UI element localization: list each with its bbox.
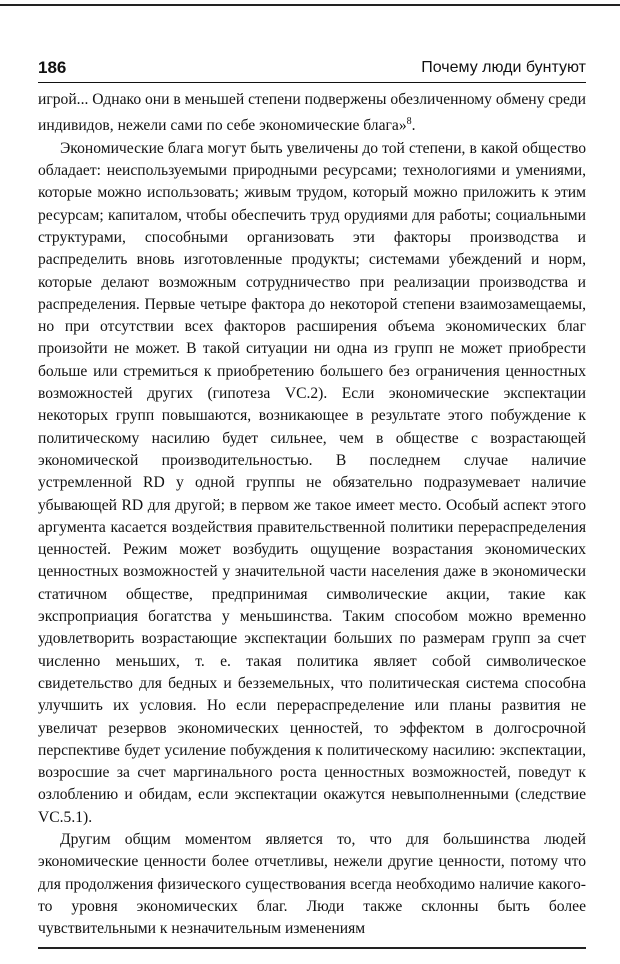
paragraph: Другим общим моментом является то, что для большинства людей экономические ценности более отчетливы, нежели другие ценности, потому что для продолжения физического существования всегда необходимо наличие какого-то уровня экономических благ. Люди также склонны быть более чувствительными к незначительным изменениям [38, 830, 586, 938]
bottom-border-line [38, 947, 586, 949]
footnote-reference[interactable]: 8 [406, 116, 412, 128]
paragraph [38, 89, 586, 138]
running-title: Почему люди бунтуют [421, 59, 586, 76]
paragraph-text: игрой... Однако они в меньшей степени подвержены обезличенному обмену среди индивидов, нежели сами по себе экономические блага» [38, 91, 586, 135]
paragraph-end: . [411, 117, 416, 135]
page-number: 186 [38, 58, 67, 77]
body-text [38, 89, 586, 940]
page-header [38, 58, 586, 83]
paragraph: Экономические блага могут быть увеличены до той степени, в какой общество обладает: неиспользуемыми природными ресурсами; технологиями и умениями, которые можно использовать; живым трудом, который можно приложить к этим ресурсам; капиталом, чтобы обеспечить труд орудиями для работы; социальными структурами, способными организовать эти факторы производства и распределить вновь изготовленные продукты; системами убеждений и норм, которые делают возможным сотрудничество при реализации производства и распределения. Первые четыре фактора до некоторой степени взаимозамещаемы, но при отсутствии всех факторов расширения объема экономических благ произойти не может. В такой ситуации ни одна из групп не может приобрести больше или стремиться к приобретению большего без ограничения ценностных возможностей других (гипотеза VC.2). Если экономические экспектации некоторых групп повышаются, возникающее в результате этого побуждение к политическому насилию будет сильнее, чем в обществе с возрастающей экономической производительностью. В последнем случае наличие устремленной RD у одной группы не обязательно подразумевает наличие убывающей RD для другой; в первом же такое имеет место. Особый аспект этого аргумента касается воздействия правительственной политики перераспределения ценностей. Режим может возбудить ощущение возрастания экономических ценностных возможностей у значительной части населения даже в экономически статичном обществе, предпринимая символические акции, такие как экспроприация богатства у меньшинства. Таким способом можно временно удовлетворить возрастающие экспектации больших по размерам групп за счет численно меньших, т. е. такая политика являет собой символическое свидетельство для бедных и безземельных, что политическая система способна улучшить их условия. Но если перераспределение или планы развития не увеличат резервов экономических ценностей, то эффектом в долгосрочной перспективе будет усиление побуждения к политическому насилию: экспектации, возросшие за счет маргинального роста ценностных возможностей, поведут к озлоблению и обидам, если экспектации окажутся невыполненными (следствие VC.5.1). [38, 139, 586, 826]
top-border-line [0, 4, 620, 6]
